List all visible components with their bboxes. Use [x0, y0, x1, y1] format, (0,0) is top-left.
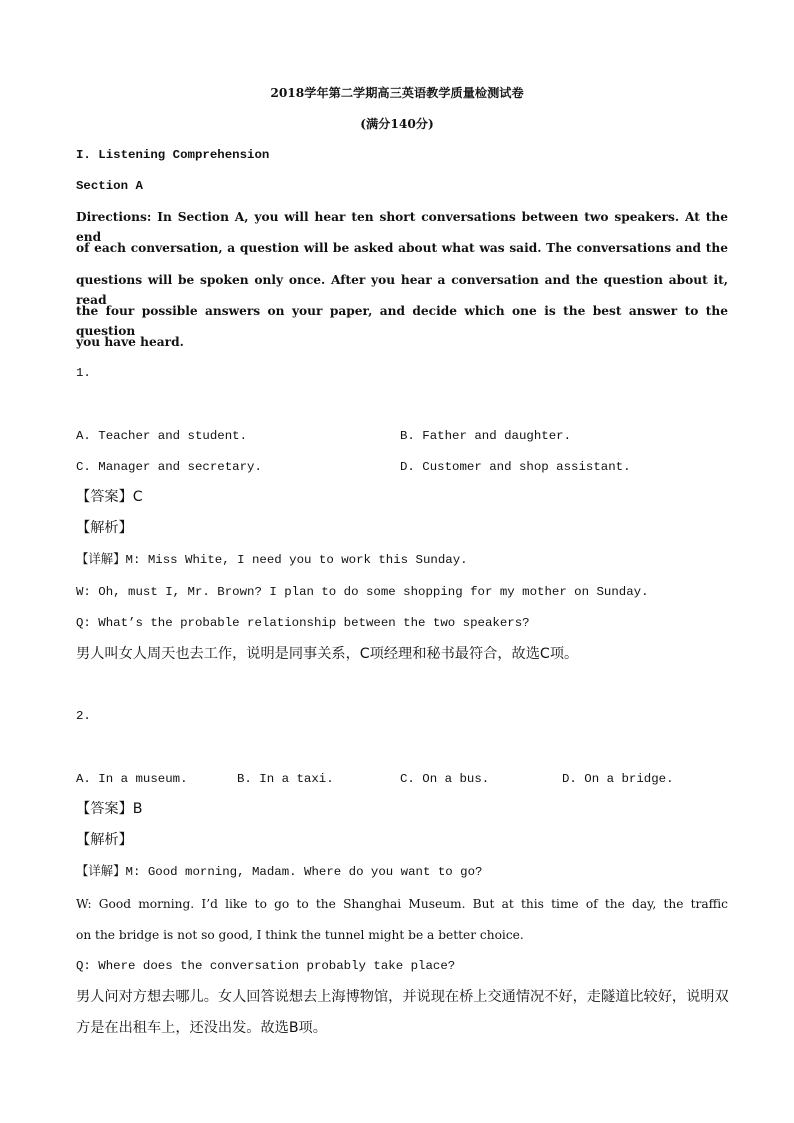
q1-option-a: A. Teacher and student.	[76, 429, 248, 443]
question-1-number: 1.	[76, 366, 91, 380]
section-subheading: Section A	[76, 179, 143, 193]
q1-detail: 【详解】M: Miss White, I need you to work this Sunday.	[76, 553, 468, 567]
directions-line-2: of each conversation, a question will be asked about what was said. The conversations and the	[76, 241, 728, 255]
q2-option-d: D. On a bridge.	[562, 772, 674, 786]
directions-line-5: you have heard.	[76, 335, 184, 349]
q1-option-b: B. Father and daughter.	[400, 429, 572, 443]
q2-option-c: C. On a bus.	[400, 772, 490, 786]
q2-option-b: B. In a taxi.	[237, 772, 334, 786]
q2-answer: 【答案】B	[76, 801, 143, 817]
q2-dialog-continued: on the bridge is not so good, I think the tunnel might be a better choice.	[76, 928, 524, 942]
q1-dialog-w: W: Oh, must I, Mr. Brown? I plan to do some shopping for my mother on Sunday.	[76, 585, 649, 599]
directions-line-3: questions will be spoken only once. After you hear a conversation and the question about it, read	[76, 273, 728, 307]
q2-analysis-label: 【解析】	[76, 832, 133, 848]
q1-analysis-label: 【解析】	[76, 520, 133, 536]
q1-option-d: D. Customer and shop assistant.	[400, 460, 631, 474]
question-2-number: 2.	[76, 709, 91, 723]
q1-dialog-q: Q: What’s the probable relationship between the two speakers?	[76, 616, 530, 630]
exam-title: 2018学年第二学期高三英语教学质量检测试卷	[270, 86, 524, 100]
exam-subtitle: (满分140分)	[360, 117, 434, 131]
q1-answer: 【答案】C	[76, 489, 143, 505]
q2-explanation-line-2: 方是在出租车上，还没出发。故选B项。	[76, 1020, 327, 1036]
directions-line-4: the four possible answers on your paper, and decide which one is the best answer to the question	[76, 304, 728, 338]
q2-dialog-q: Q: Where does the conversation probably take place?	[76, 959, 456, 973]
q2-option-a: A. In a museum.	[76, 772, 188, 786]
q2-explanation-line-1: 男人问对方想去哪儿。女人回答说想去上海博物馆，并说现在桥上交通情况不好，走隧道比较好，说明双	[76, 989, 729, 1005]
q2-dialog-w: W: Good morning. I’d like to go to the Shanghai Museum. But at this time of the day, the traffic	[76, 897, 728, 911]
section-heading: I. Listening Comprehension	[76, 148, 270, 162]
q1-explanation: 男人叫女人周天也去工作，说明是同事关系，C项经理和秘书最符合，故选C项。	[76, 646, 579, 662]
q2-detail: 【详解】M: Good morning, Madam. Where do you want to go?	[76, 865, 483, 879]
q1-option-c: C. Manager and secretary.	[76, 460, 262, 474]
directions-line-1: Directions: In Section A, you will hear ten short conversations between two speakers. At the end	[76, 210, 728, 244]
